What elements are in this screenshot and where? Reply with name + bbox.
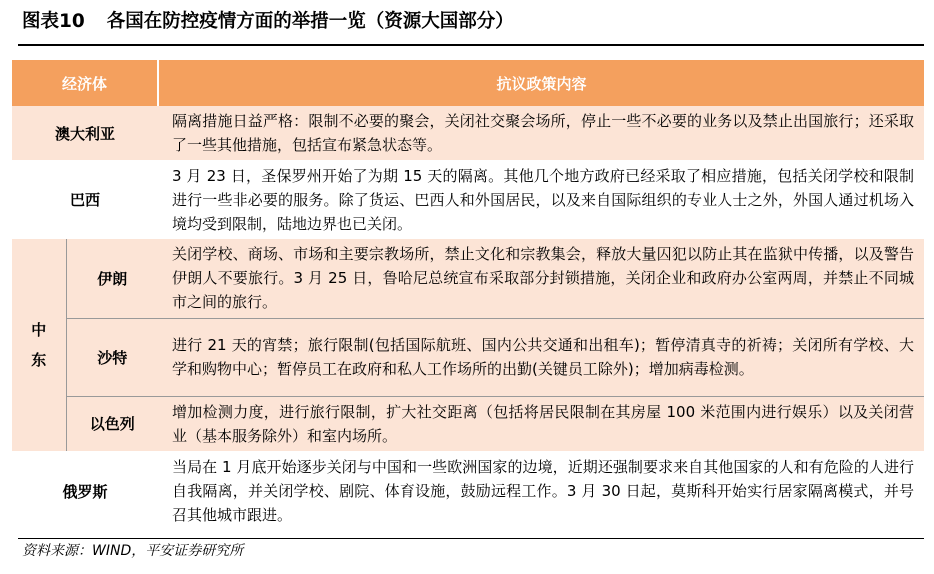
table-row [12, 451, 924, 531]
title-rule [18, 44, 924, 46]
row-label-australia: 澳大利亚 [12, 106, 158, 160]
middle-east-line2: 东 [31, 351, 47, 369]
table-row [12, 160, 924, 239]
source-note: 资料来源：WIND，平安证券研究所 [22, 543, 244, 559]
figure-title-text: 各国在防控疫情方面的举措一览（资源大国部分） [106, 11, 514, 32]
row-text-saudi: 进行 21 天的宵禁；旅行限制(包括国际航班、国内公共交通和出租车)；暂停清真寺的祈祷；关闭所有学校、大学和购物中心；暂停员工在政府和私人工作场所的出勤(关键员工除外)；增加病毒检测。 [158, 318, 924, 396]
row-label-iran: 伊朗 [66, 239, 158, 318]
figure-title [22, 8, 922, 36]
row-text-australia: 隔离措施日益严格：限制不必要的聚会，关闭社交聚会场所，停止一些不必要的业务以及禁止出国旅行；还采取了一些其他措施，包括宣布紧急状态等。 [158, 106, 924, 160]
figure-number: 图表10 [22, 11, 85, 32]
policy-table [12, 60, 924, 531]
table-header-row [12, 60, 924, 106]
row-label-brazil: 巴西 [12, 160, 158, 239]
table-row [12, 396, 924, 451]
row-text-iran: 关闭学校、商场、市场和主要宗教场所，禁止文化和宗教集会，释放大量囚犯以防止其在监狱中传播，以及警告伊朗人不要旅行。3 月 25 日，鲁哈尼总统宣布采取部分封锁措施，关闭企业和政府办公室两周，并禁止不同城市之间的旅行。 [158, 239, 924, 318]
row-label-middle-east [12, 239, 66, 451]
row-text-israel: 增加检测力度，进行旅行限制，扩大社交距离（包括将居民限制在其房屋 100 米范围内进行娱乐）以及关闭营业（基本服务除外）和室内场所。 [158, 396, 924, 451]
row-text-brazil: 3 月 23 日，圣保罗州开始了为期 15 天的隔离。其他几个地方政府已经采取了相应措施，包括关闭学校和限制进行一些非必要的服务。除了货运、巴西人和外国居民，以及来自国际组织的专业人士之外，外国人通过机场入境均受到限制，陆地边界也已关闭。 [158, 160, 924, 239]
table-row [12, 318, 924, 396]
row-label-israel: 以色列 [66, 396, 158, 451]
middle-east-line1: 中 [31, 321, 47, 339]
row-label-saudi: 沙特 [66, 318, 158, 396]
source-rule [18, 538, 924, 539]
table-row [12, 106, 924, 160]
table-row [12, 239, 924, 318]
row-label-russia: 俄罗斯 [12, 451, 158, 531]
header-economy: 经济体 [12, 60, 158, 106]
header-policy: 抗议政策内容 [158, 60, 924, 106]
row-text-russia: 当局在 1 月底开始逐步关闭与中国和一些欧洲国家的边境，近期还强制要求来自其他国家的人和有危险的人进行自我隔离，并关闭学校、剧院、体育设施，鼓励远程工作。3 月 30 日起，莫斯科开始实行居家隔离模式，并号召其他城市跟进。 [158, 451, 924, 531]
